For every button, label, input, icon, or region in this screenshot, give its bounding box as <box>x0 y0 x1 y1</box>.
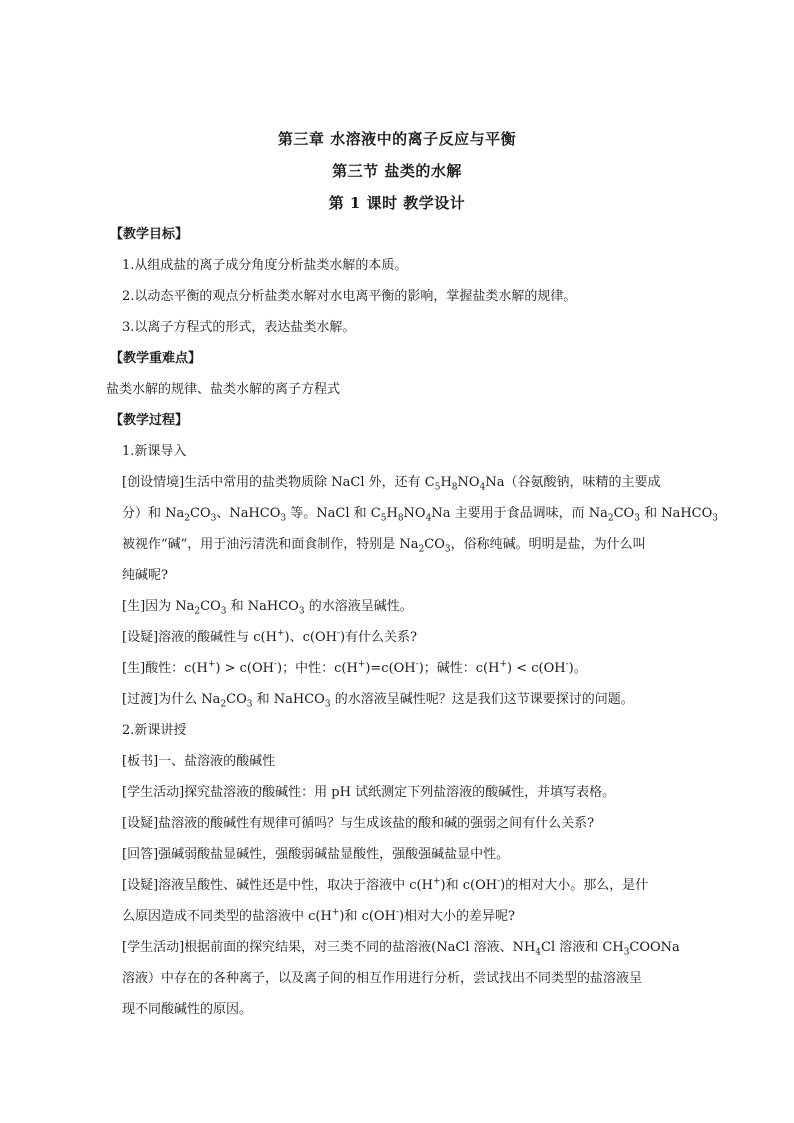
scenario-line: 被视作“碱”，用于油污清洗和面食制作，特别是 $Na_2CO_3$，俗称纯碱。明明是盐，为什么叫 <box>122 537 646 555</box>
chapter-title: 第三章 水溶液中的离子反应与平衡 <box>277 130 517 148</box>
question-line: [设疑]盐溶液的酸碱性有规律可循吗？与生成该盐的酸和碱的强弱之间有什么关系? <box>122 816 595 831</box>
activity-line: 溶液）中存在的各种离子，以及离子间的相互作用进行分析，尝试找出不同类型的盐溶液呈 <box>122 971 643 986</box>
key-points-heading: 【教学重难点】 <box>110 351 202 366</box>
intro-heading: 1.新课导入 <box>122 444 187 459</box>
board-line: [板书]一、盐溶液的酸碱性 <box>122 754 276 769</box>
answer-line: [回答]强碱弱酸盐显碱性，强酸弱碱盐显酸性，强酸强碱盐显中性。 <box>122 847 510 862</box>
goal-item: 2.以动态平衡的观点分析盐类水解对水电离平衡的影响，掌握盐类水解的规律。 <box>122 289 577 304</box>
question-line: [设疑]溶液的酸碱性与 c(H+)、c(OH-)有什么关系? <box>122 628 418 645</box>
activity-line: [学生活动]探究盐溶液的酸碱性：用 pH 试纸测定下列盐溶液的酸碱性，并填写表格。 <box>122 785 616 800</box>
goal-item: 3.以离子方程式的形式，表达盐类水解。 <box>122 320 356 335</box>
student-line: [生]酸性：c(H+) > c(OH-)；中性：c(H+)=c(OH-)；碱性：c(H+) < c(OH-)。 <box>122 659 587 676</box>
transition-line: [过渡]为什么 $Na_2CO_3$ 和 NaHCO$_3$ 的水溶液呈碱性呢？这是我们这节课要探讨的问题。 <box>122 692 634 710</box>
activity-line: [学生活动]根据前面的探究结果，对三类不同的盐溶液(NaCl 溶液、$NH_4Cl$ 溶液和 $CH_3COONa$ <box>122 940 680 958</box>
scenario-line: 分）和 $Na_2CO_3$、NaHCO$_3$ 等。NaCl 和 $C_5H_8NO_4Na$ 主要用于食品调味，而 $Na_2CO_3$ 和 NaHCO$_3$ <box>122 506 719 524</box>
lesson-title: 第 1 课时 教学设计 <box>328 194 466 212</box>
lecture-heading: 2.新课讲授 <box>122 723 187 738</box>
scenario-line: [创设情境]生活中常用的盐类物质除 NaCl 外，还有 $C_5H_8NO_4Na$（谷氨酸钠，味精的主要成 <box>122 475 661 493</box>
goals-heading: 【教学目标】 <box>110 227 189 242</box>
scenario-line: 纯碱呢? <box>122 568 168 583</box>
activity-line: 现不同酸碱性的原因。 <box>122 1002 253 1017</box>
key-points-text: 盐类水解的规律、盐类水解的离子方程式 <box>106 382 341 397</box>
goal-item: 1.从组成盐的离子成分角度分析盐类水解的本质。 <box>122 258 408 273</box>
process-heading: 【教学过程】 <box>110 413 189 428</box>
question-line: 么原因造成不同类型的盐溶液中 c(H+)和 c(OH-)相对大小的差异呢? <box>122 907 516 924</box>
question-line: [设疑]溶液呈酸性、碱性还是中性，取决于溶液中 c(H+)和 c(OH-)的相对大小。那么，是什 <box>122 876 649 893</box>
section-title: 第三节 盐类的水解 <box>332 162 462 180</box>
student-line: [生]因为 $Na_2CO_3$ 和 NaHCO$_3$ 的水溶液呈碱性。 <box>122 599 413 617</box>
